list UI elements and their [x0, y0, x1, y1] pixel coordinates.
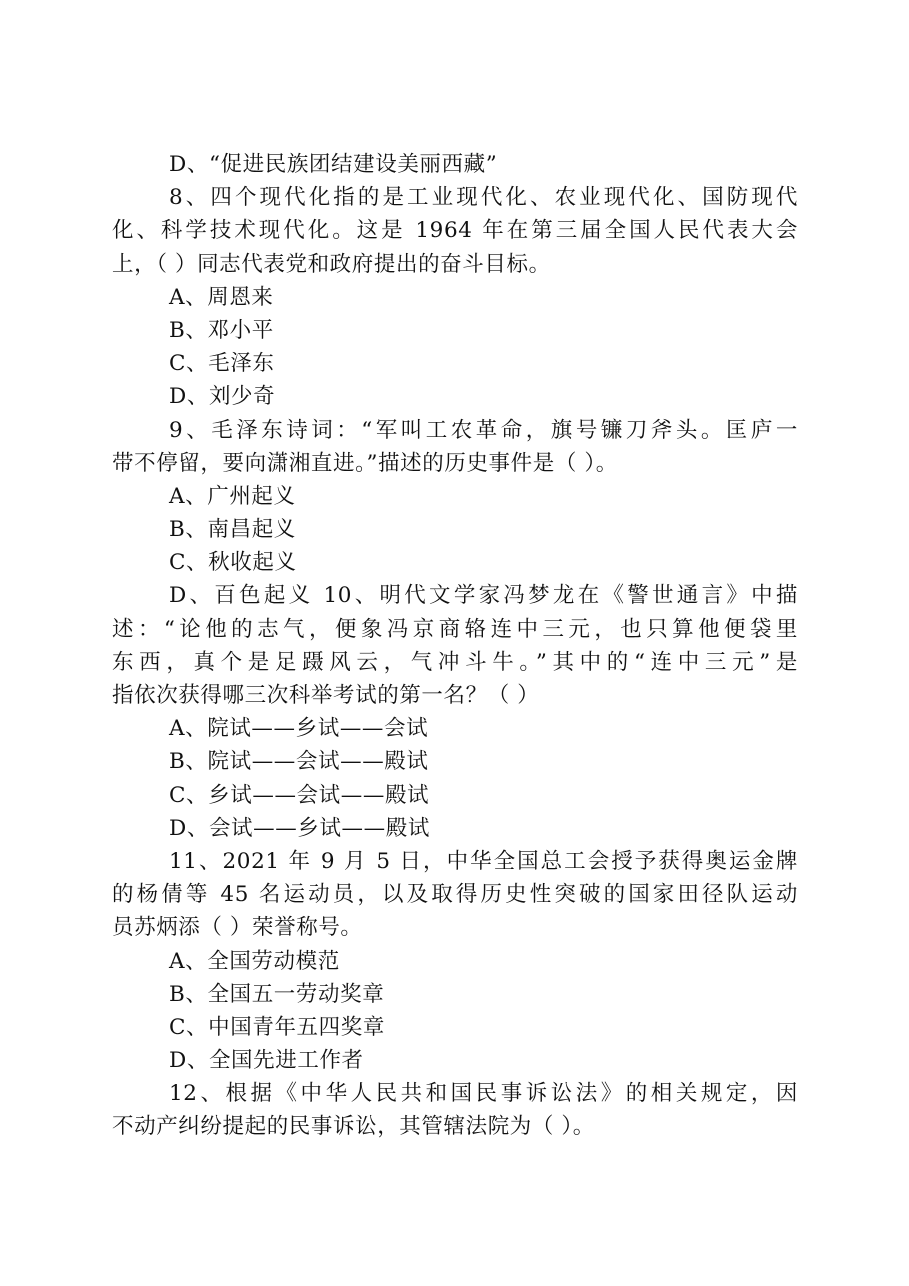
text-line: D、“促进民族团结建设美丽西藏” — [169, 152, 498, 177]
text-line: D、百色起义 10、明代文学家冯梦龙在《警世通言》中描 — [169, 583, 798, 609]
text-line: B、南昌起义 — [169, 517, 296, 543]
text-line: 上，（ ）同志代表党和政府提出的奋斗目标。 — [112, 251, 551, 277]
text-line: C、毛泽东 — [169, 351, 275, 377]
text-line: 9、毛泽东诗词：“军叫工农革命，旗号镰刀斧头。匡庐一 — [169, 417, 798, 443]
text-line: 东西，真个是足蹑风云，气冲斗牛。”其中的“连中三元”是 — [112, 649, 798, 675]
text-line: A、广州起义 — [169, 483, 296, 509]
text-line: 指依次获得哪三次科举考试的第一名？（ ） — [112, 683, 540, 708]
text-line: 12、根据《中华人民共和国民事诉讼法》的相关规定，因 — [169, 1081, 798, 1107]
text-line: A、院试——乡试——会试 — [169, 716, 429, 742]
text-line: 员苏炳添（ ）荣誉称号。 — [112, 915, 363, 941]
text-line: 述：“论他的志气，便象冯京商辂连中三元，也只算他便袋里 — [112, 616, 798, 642]
text-line: 8、四个现代化指的是工业现代化、农业现代化、国防现代 — [169, 185, 798, 211]
text-line: 不动产纠纷提起的民事诉讼，其管辖法院为（ ）。 — [112, 1114, 595, 1140]
text-line: A、周恩来 — [169, 284, 274, 310]
text-line: 11、2021 年 9 月 5 日，中华全国总工会授予获得奥运金牌 — [169, 848, 798, 874]
text-line: B、全国五一劳动奖章 — [169, 981, 385, 1007]
text-line: C、秋收起义 — [169, 550, 297, 576]
text-line: B、邓小平 — [169, 317, 274, 343]
text-line: C、中国青年五四奖章 — [169, 1014, 385, 1040]
text-line: D、全国先进工作者 — [169, 1048, 364, 1074]
text-line: A、全国劳动模范 — [169, 948, 340, 974]
text-line: 化、科学技术现代化。这是 1964 年在第三届全国人民代表大会 — [112, 218, 798, 244]
text-line: 的杨倩等 45 名运动员，以及取得历史性突破的国家田径队运动 — [112, 882, 798, 908]
text-line: B、院试——会试——殿试 — [169, 749, 429, 775]
text-line: D、会试——乡试——殿试 — [169, 815, 430, 841]
text-line: D、刘少奇 — [169, 384, 276, 410]
document-text — [112, 148, 798, 1144]
text-line: C、乡试——会试——殿试 — [169, 782, 430, 808]
text-line: 带不停留，要向潇湘直进。”描述的历史事件是（ ）。 — [112, 450, 618, 476]
